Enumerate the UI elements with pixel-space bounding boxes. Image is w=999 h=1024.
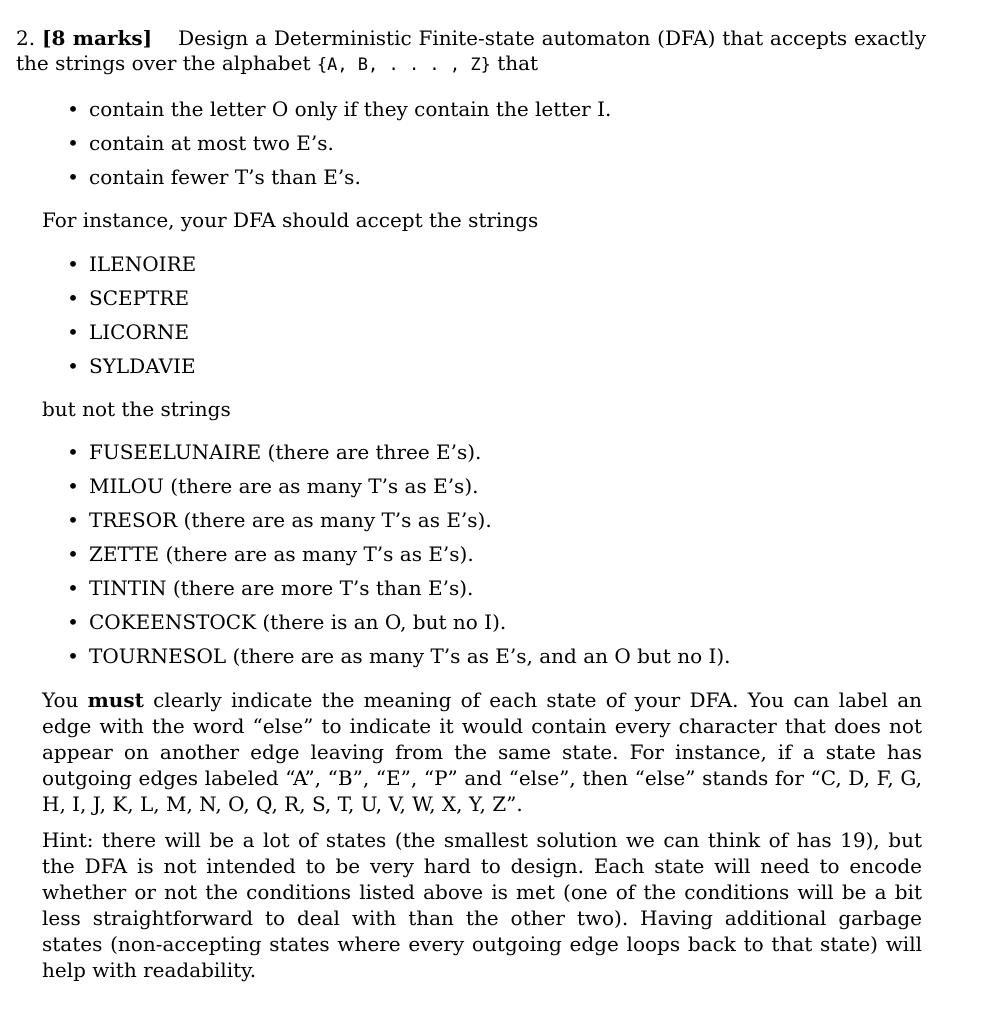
list-item: • ILENOIRE	[66, 247, 196, 281]
bullet-icon: •	[67, 576, 79, 600]
accept-strings-list	[66, 247, 196, 383]
bullet-icon: •	[67, 508, 79, 532]
hint-paragraph: Hint: there will be a lot of states (the smallest solution we can think of has 19), but the DFA is not intended to be very hard to design. Each state will need to encode whether or not the conditions listed above is met (one of the conditions will be a bit less straightforward to deal with than the other two). Having additional garbage states (non-accepting states where every outgoing edge loops back to that state) will help with readability.	[42, 828, 922, 982]
bullet-icon: •	[67, 252, 79, 276]
list-item: • contain the letter O only if they contain the letter I.	[66, 92, 611, 126]
question-intro: Design a Deterministic Finite-state automaton (DFA) that accepts exactly the strings over the alphabet	[16, 26, 926, 75]
bullet-icon: •	[67, 165, 79, 189]
bullet-icon: •	[67, 131, 79, 155]
list-item: • FUSEELUNAIRE (there are three E’s).	[66, 435, 731, 469]
list-item: • MILOU (there are as many T’s as E’s).	[66, 469, 731, 503]
list-item: • SYLDAVIE	[66, 349, 196, 383]
list-item: • TINTIN (there are more T’s than E’s).	[66, 571, 731, 605]
bullet-icon: •	[67, 97, 79, 121]
list-item: • TOURNESOL (there are as many T’s as E’s, and an O but no I).	[66, 639, 731, 673]
bullet-icon: •	[67, 440, 79, 464]
bullet-icon: •	[67, 610, 79, 634]
bullet-icon: •	[67, 542, 79, 566]
bullet-icon: •	[67, 474, 79, 498]
emphasis-must: must	[87, 688, 144, 712]
question-intro-tail: that	[497, 51, 539, 75]
question-number: 2.	[16, 26, 36, 50]
conditions-list	[66, 92, 611, 194]
alphabet-set: {A, B, . . . , Z}	[316, 55, 491, 75]
list-item: • LICORNE	[66, 315, 196, 349]
bullet-icon: •	[67, 286, 79, 310]
list-item: • contain fewer T’s than E’s.	[66, 160, 611, 194]
list-item: • ZETTE (there are as many T’s as E’s).	[66, 537, 731, 571]
instructions-paragraph: You must clearly indicate the meaning of each state of your DFA. You can label an edge with the word “else” to indicate it would contain every character that does not appear on another edge leaving from the same state. For instance, if a state has outgoing edges labeled “A”, “B”, “E”, “P” and “else”, then “else” stands for “C, D, F, G, H, I, J, K, L, M, N, O, Q, R, S, T, U, V, W, X, Y, Z”.	[42, 688, 922, 816]
list-item: • TRESOR (there are as many T’s as E’s).	[66, 503, 731, 537]
list-item: • SCEPTRE	[66, 281, 196, 315]
list-item: • contain at most two E’s.	[66, 126, 611, 160]
question-marks: [8 marks]	[42, 26, 153, 50]
list-item: • COKEENSTOCK (there is an O, but no I).	[66, 605, 731, 639]
bullet-icon: •	[67, 644, 79, 668]
bullet-icon: •	[67, 354, 79, 378]
accept-intro: For instance, your DFA should accept the strings	[42, 208, 539, 232]
bullet-icon: •	[67, 320, 79, 344]
reject-strings-list	[66, 435, 731, 673]
question-header	[16, 26, 926, 78]
reject-intro: but not the strings	[42, 397, 231, 421]
